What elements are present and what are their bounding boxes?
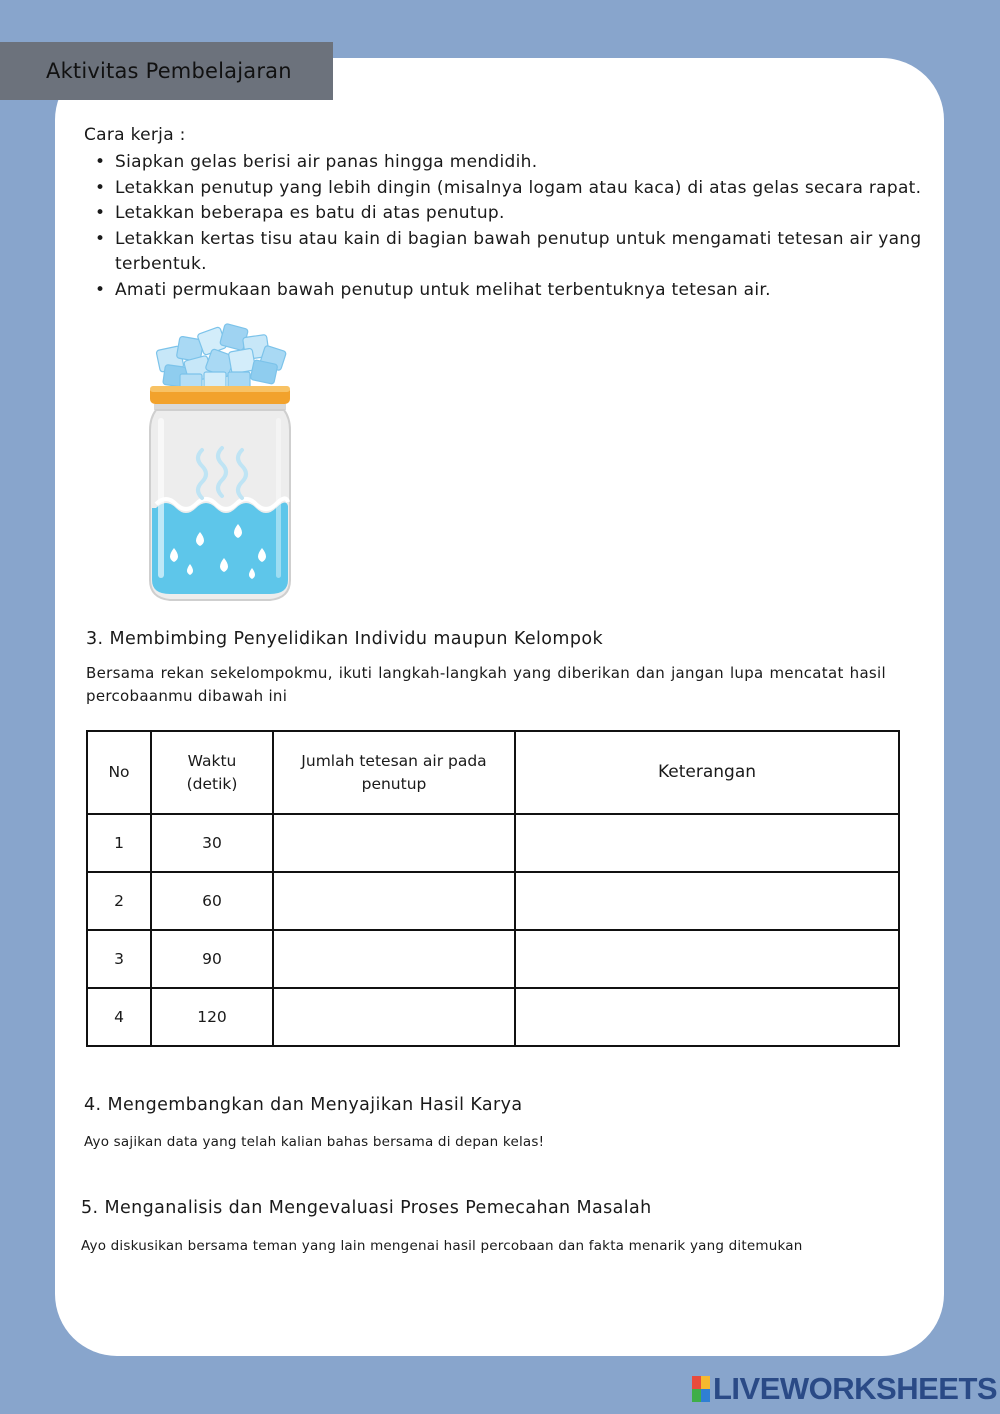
cell-drops-input[interactable] <box>273 814 515 872</box>
cell-time: 120 <box>151 988 273 1046</box>
table-row <box>87 872 899 930</box>
cell-notes-input[interactable] <box>515 814 899 872</box>
cell-notes-input[interactable] <box>515 872 899 930</box>
cell-time: 30 <box>151 814 273 872</box>
column-header: Waktu (detik) <box>151 731 273 814</box>
section-5-text: Ayo diskusikan bersama teman yang lain mengenai hasil percobaan dan fakta menarik yang ditemukan <box>81 1238 803 1254</box>
brand-name: LIVEWORKSHEETS <box>713 1371 998 1406</box>
cell-notes-input[interactable] <box>515 988 899 1046</box>
list-item: • Amati permukaan bawah penutup untuk melihat terbentuknya tetesan air. <box>115 278 955 304</box>
section-3-text: Bersama rekan sekelompokmu, ikuti langkah-langkah yang diberikan dan jangan lupa mencatat hasil percobaanmu dibawah ini <box>86 664 886 705</box>
table-row <box>87 988 899 1046</box>
steps-list <box>84 150 955 303</box>
cell-drops-input[interactable] <box>273 988 515 1046</box>
column-header: Keterangan <box>515 731 899 814</box>
cell-no: 4 <box>87 988 151 1046</box>
cell-no: 2 <box>87 872 151 930</box>
list-item: • Letakkan kertas tisu atau kain di bagian bawah penutup untuk mengamati tetesan air yang terbentuk. <box>115 227 955 278</box>
cell-no: 1 <box>87 814 151 872</box>
page-title: Aktivitas Pembelajaran <box>0 42 333 100</box>
section-5-title: 5. Menganalisis dan Mengevaluasi Proses Pemecahan Masalah <box>81 1198 652 1218</box>
cell-drops-input[interactable] <box>273 930 515 988</box>
liveworksheets-brand[interactable] <box>692 1372 997 1406</box>
table-row <box>87 814 899 872</box>
observation-table <box>86 730 900 1047</box>
cell-time: 60 <box>151 872 273 930</box>
cell-drops-input[interactable] <box>273 872 515 930</box>
jar-illustration <box>140 318 300 603</box>
cell-no: 3 <box>87 930 151 988</box>
list-item: • Letakkan beberapa es batu di atas penutup. <box>115 201 955 227</box>
cell-notes-input[interactable] <box>515 930 899 988</box>
steps-label: Cara kerja : <box>84 125 186 145</box>
section-4-title: 4. Mengembangkan dan Menyajikan Hasil Karya <box>84 1095 523 1115</box>
column-header: No <box>87 731 151 814</box>
table-header-row <box>87 731 899 814</box>
liveworksheets-logo-icon <box>692 1376 710 1402</box>
cell-time: 90 <box>151 930 273 988</box>
column-header: Jumlah tetesan air pada penutup <box>273 731 515 814</box>
table-row <box>87 930 899 988</box>
section-4-text: Ayo sajikan data yang telah kalian bahas bersama di depan kelas! <box>84 1134 545 1150</box>
list-item: • Siapkan gelas berisi air panas hingga mendidih. <box>115 150 955 176</box>
water <box>152 502 288 594</box>
section-3-title: 3. Membimbing Penyelidikan Individu maupun Kelompok <box>86 629 603 649</box>
ice-cubes-icon <box>156 323 287 388</box>
list-item: • Letakkan penutup yang lebih dingin (misalnya logam atau kaca) di atas gelas secara rapat. <box>115 176 955 202</box>
